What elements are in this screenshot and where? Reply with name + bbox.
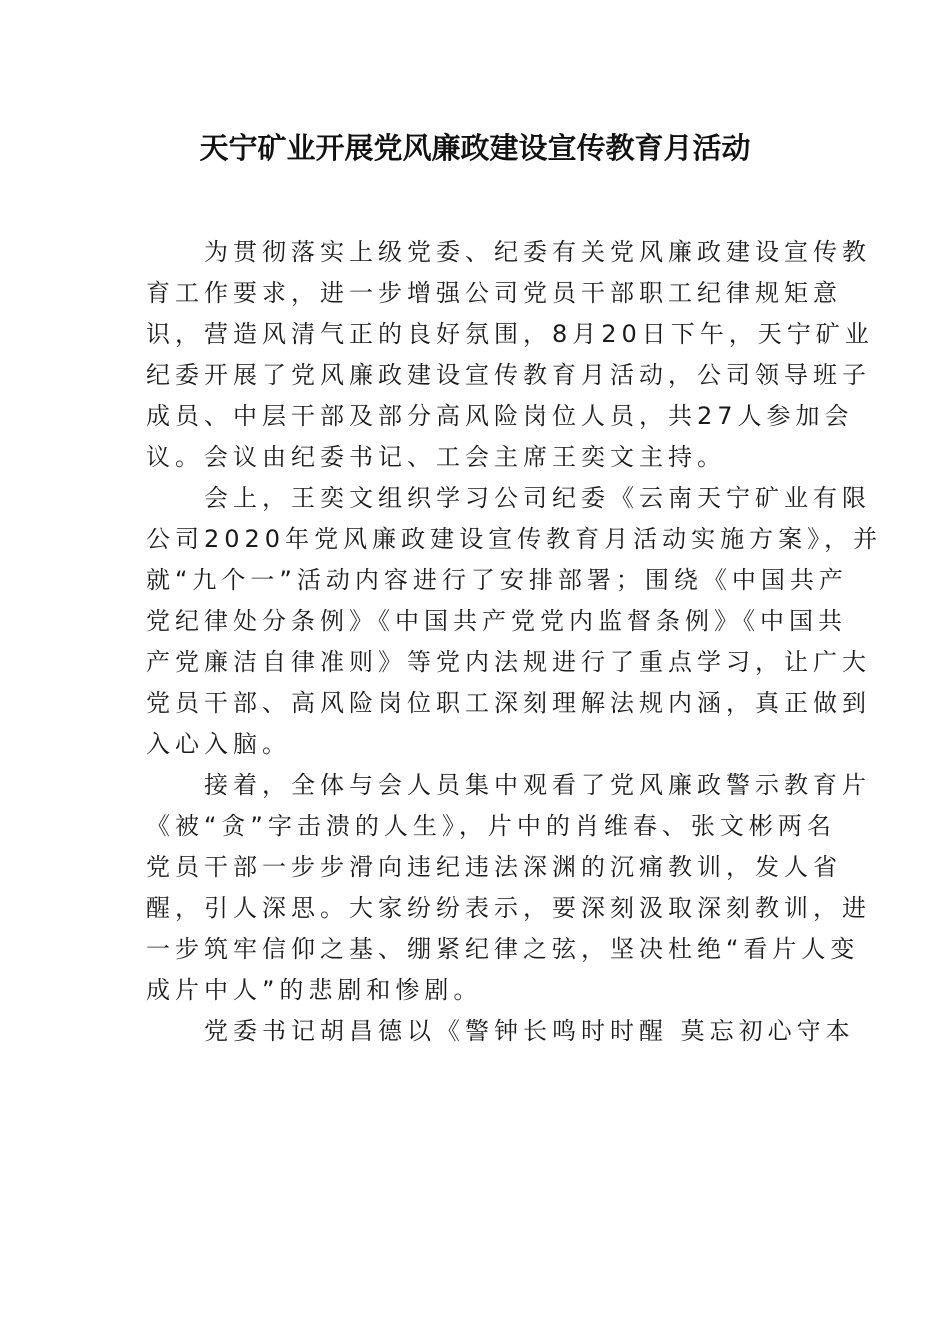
body-line: 一步筑牢信仰之基、绷紧纪律之弦，坚决杜绝“看片人变 [146, 935, 860, 963]
body-line: 醒，引人深思。大家纷纷表示，要深刻汲取深刻教训，进 [146, 894, 871, 922]
body-line: 接着，全体与会人员集中观看了党风廉政警示教育片 [146, 771, 871, 799]
body-line: 党员干部、高风险岗位职工深刻理解法规内涵，真正做到 [146, 689, 871, 717]
body-line: 成员、中层干部及部分高风险岗位人员，共27人参加会 [146, 402, 854, 430]
body-line: 入心入脑。 [146, 730, 291, 758]
body-line: 公司2020年党风廉政建设宣传教育月活动实施方案》，并 [146, 525, 883, 553]
body-line: 产党廉洁自律准则》等党内法规进行了重点学习，让广大 [146, 648, 871, 676]
body-line: 党员干部一步步滑向违纪违法深渊的沉痛教训，发人省 [146, 853, 842, 881]
body-line: 纪委开展了党风廉政建设宣传教育月活动，公司领导班子 [146, 361, 871, 389]
body-line: 为贯彻落实上级党委、纪委有关党风廉政建设宣传教 [146, 238, 871, 266]
body-line: 识，营造风清气正的良好氛围，8月20日下午，天宁矿业 [146, 320, 874, 348]
body-line: 党委书记胡昌德以《警钟长鸣时时醒 莫忘初心守本 [146, 1017, 855, 1045]
body-line: 成片中人”的悲剧和惨剧。 [146, 976, 483, 1004]
body-line: 《被“贪”字击溃的人生》，片中的肖维春、张文彬两名 [146, 812, 836, 840]
body-line: 会上，王奕文组织学习公司纪委《云南天宁矿业有限 [146, 484, 871, 512]
document-title: 天宁矿业开展党风廉政建设宣传教育月活动 [199, 131, 751, 165]
body-line: 就“九个一”活动内容进行了安排部署；围绕《中国共产 [146, 566, 848, 594]
document-body [146, 232, 883, 1052]
body-line: 育工作要求，进一步增强公司党员干部职工纪律规矩意 [146, 279, 842, 307]
body-line: 党纪律处分条例》《中国共产党党内监督条例》《中国共 [146, 607, 847, 635]
body-line: 议。会议由纪委书记、工会主席王奕文主持。 [146, 443, 726, 471]
